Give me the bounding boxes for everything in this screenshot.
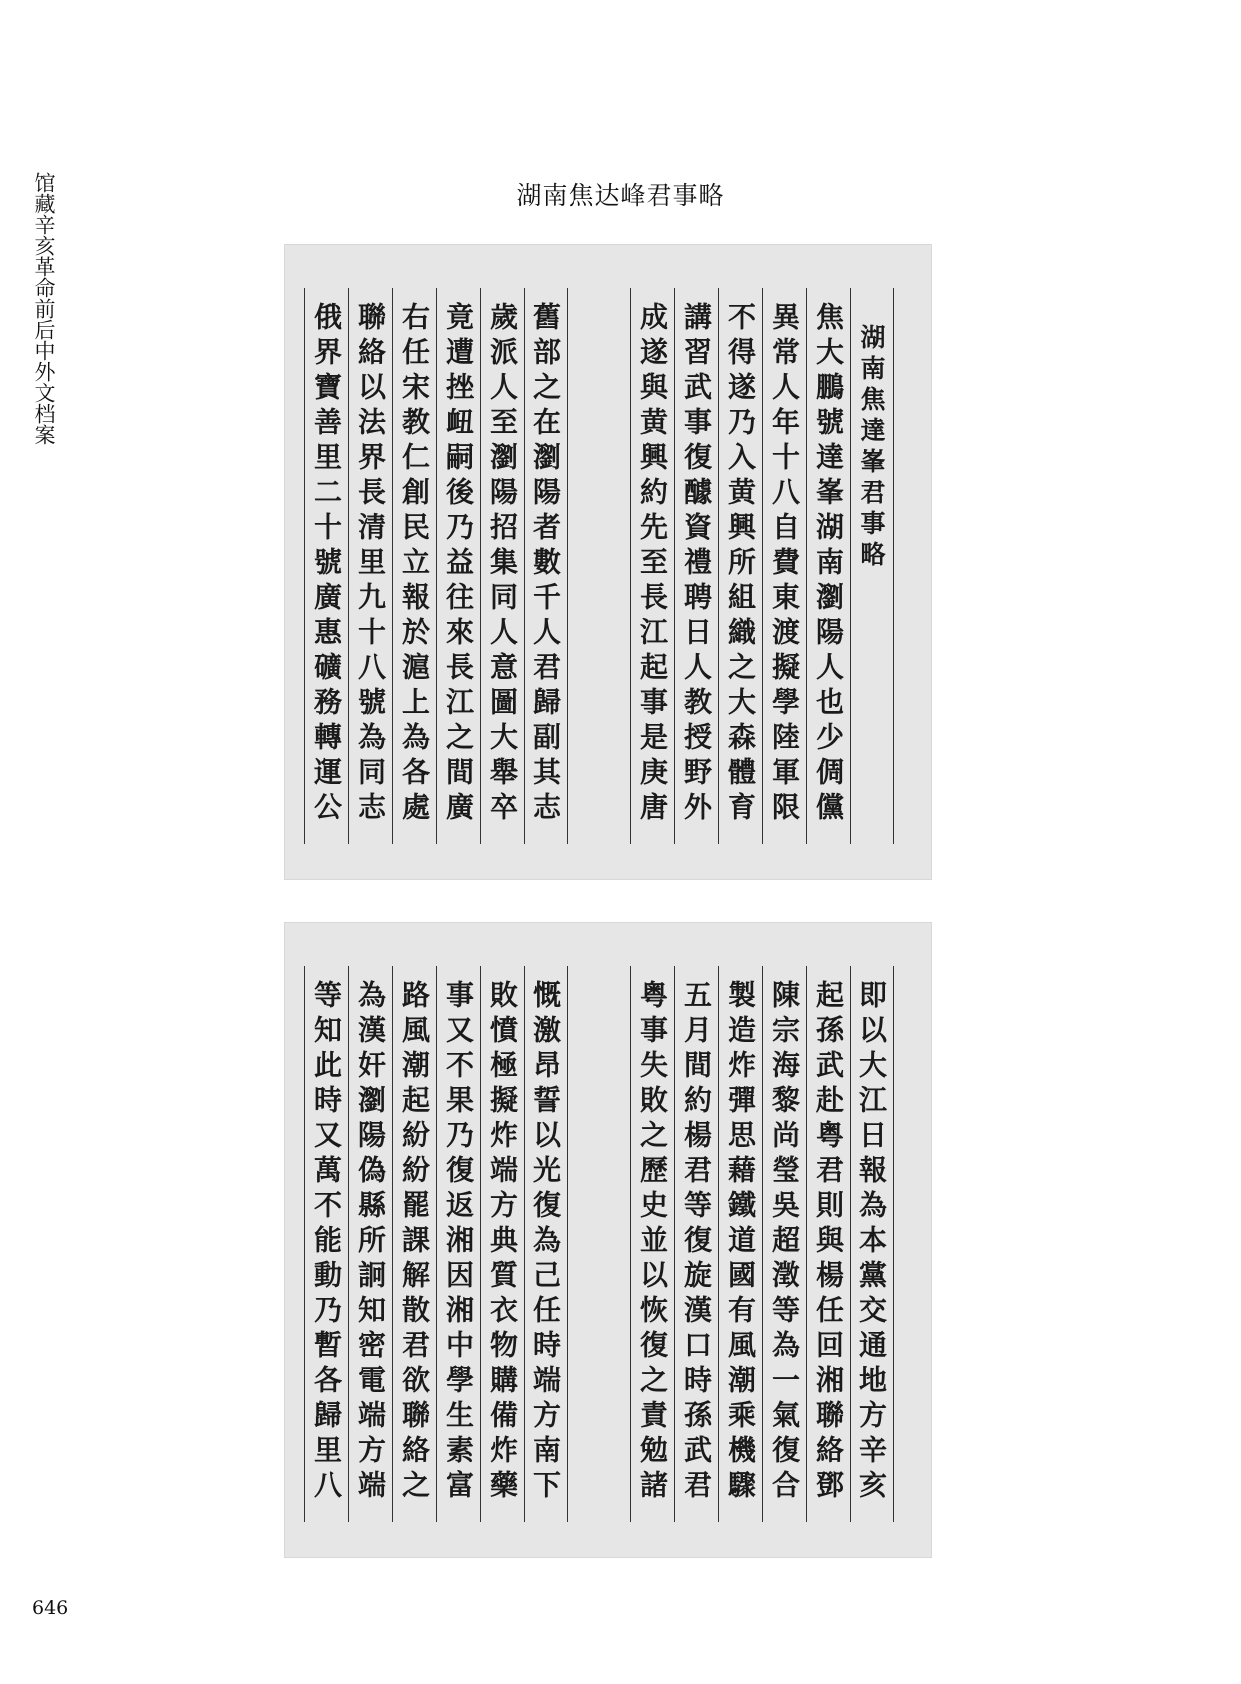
- archive-scan-top: [284, 244, 932, 880]
- text-column: 敗憤極擬炸端方典質衣物購備炸藥: [480, 966, 524, 1522]
- text-column: 五月間約楊君等復旋漢口時孫武君: [674, 966, 718, 1522]
- page-title: 湖南焦达峰君事略: [516, 181, 725, 210]
- text-column: 等知此時又萬不能動乃暫各歸里八: [304, 966, 348, 1522]
- scan-top-right-half: [630, 288, 894, 844]
- text-column: 湖南焦達峯君事略: [850, 288, 894, 844]
- scan-top-left-half: [304, 288, 568, 844]
- text-column: 陳宗海黎尚瑩吳超澂等為一氣復合: [762, 966, 806, 1522]
- text-column: 製造炸彈思藉鐵道國有風潮乘機驟: [718, 966, 762, 1522]
- text-column: 舊部之在瀏陽者數千人君歸副其志: [524, 288, 568, 844]
- scan-bottom-right-half: [630, 966, 894, 1522]
- page-number: 646: [32, 1597, 69, 1619]
- text-column: 路風潮起紛紛罷課解散君欲聯絡之: [392, 966, 436, 1522]
- book-series-title: 馆藏辛亥革命前后中外文档案: [32, 172, 56, 445]
- archive-scan-bottom: [284, 922, 932, 1558]
- text-column: 粤事失敗之歷史並以恢復之責勉諸: [630, 966, 674, 1522]
- text-column: 慨激昂誓以光復為己任時端方南下: [524, 966, 568, 1522]
- text-column: 俄界寶善里二十號廣惠礦務轉運公: [304, 288, 348, 844]
- text-column: 聯絡以法界長清里九十八號為同志: [348, 288, 392, 844]
- text-column: 事又不果乃復返湘因湘中學生素富: [436, 966, 480, 1522]
- text-column: 焦大鵬號達峯湖南瀏陽人也少倜儻: [806, 288, 850, 844]
- text-column: 歲派人至瀏陽招集同人意圖大舉卒: [480, 288, 524, 844]
- text-column: 成遂與黄興約先至長江起事是庚唐: [630, 288, 674, 844]
- text-column: 講習武事復醵資禮聘日人教授野外: [674, 288, 718, 844]
- text-column: 為漢奸瀏陽偽縣所詗知密電端方端: [348, 966, 392, 1522]
- text-column: 起孫武赴粤君則與楊任回湘聯絡鄧: [806, 966, 850, 1522]
- scan-bottom-left-half: [304, 966, 568, 1522]
- text-column: 不得遂乃入黄興所組織之大森體育: [718, 288, 762, 844]
- text-column: 異常人年十八自費東渡擬學陸軍限: [762, 288, 806, 844]
- text-column: 竟遭挫衄嗣後乃益往來長江之間廣: [436, 288, 480, 844]
- text-column: 即以大江日報為本黨交通地方辛亥: [850, 966, 894, 1522]
- text-column: 右任宋教仁創民立報於滬上為各處: [392, 288, 436, 844]
